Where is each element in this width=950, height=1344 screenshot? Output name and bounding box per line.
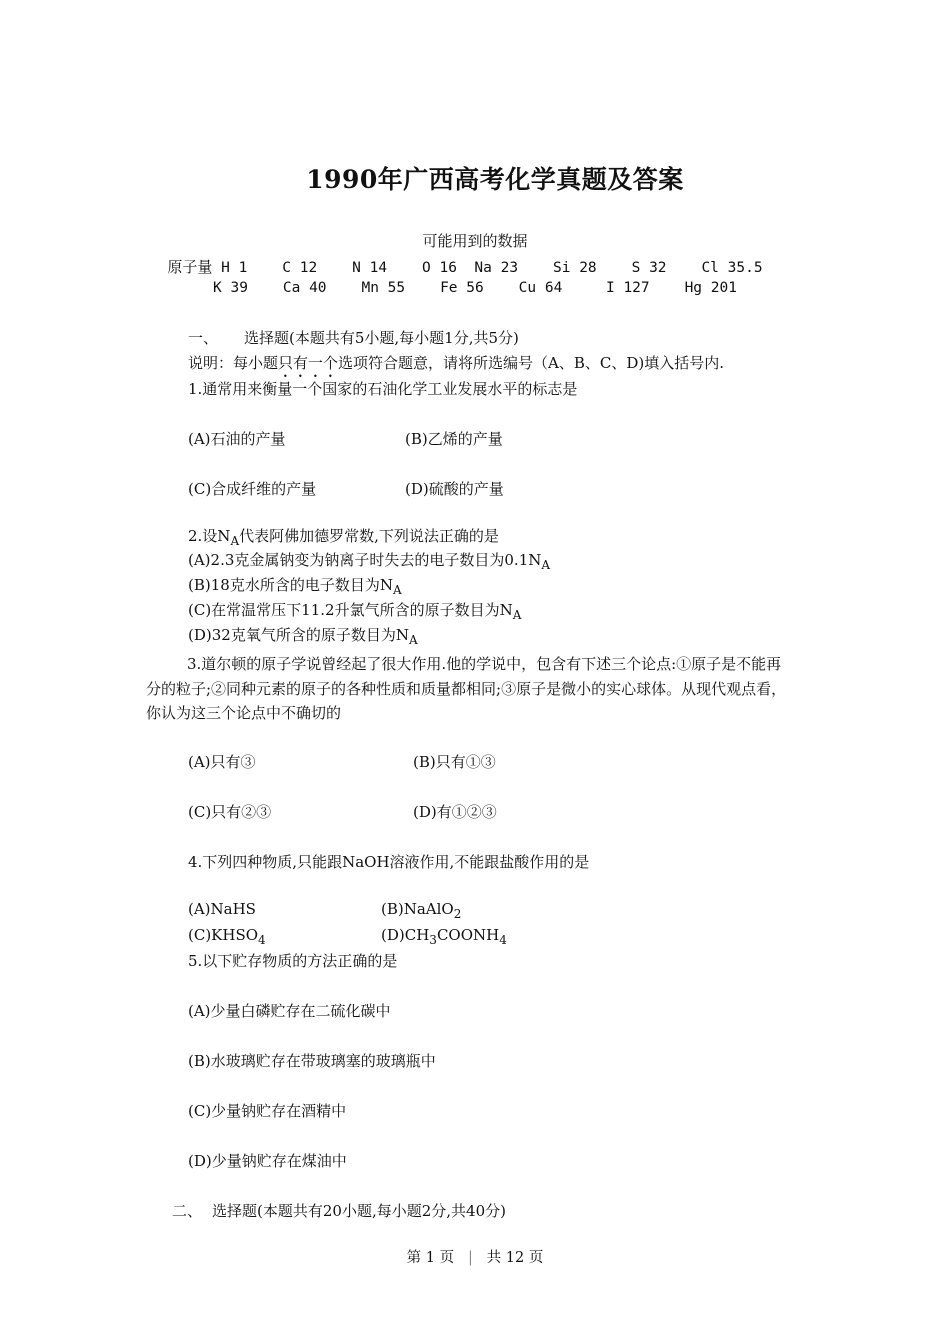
page-number: 1 (425, 1250, 435, 1266)
q1-option-c: (C)合成纤维的产量 (188, 480, 317, 498)
q4-option-c: $(C)KHSO_4$ (188, 926, 266, 947)
q1-option-d: (D)硫酸的产量 (405, 480, 504, 498)
section2-heading: 选择题(本题共有20小题,每小题2分,共40分) (212, 1202, 506, 1220)
q1-option-b: (B)乙烯的产量 (405, 430, 503, 448)
mass-mn: Mn 55 (361, 280, 406, 296)
mass-h: H 1 (221, 260, 248, 276)
q5-option-b: (B)水玻璃贮存在带玻璃塞的玻璃瓶中 (188, 1052, 436, 1070)
section1-note: 说明：每小题只有一个选项符合题意，请将所选编号（A、B、C、D)填入括号内. (188, 354, 725, 372)
section2-number: 二、 (172, 1202, 203, 1220)
mass-na: Na 23 (474, 260, 519, 276)
q1-option-a: (A)石油的产量 (188, 430, 286, 448)
section1-number: 一、 (188, 329, 219, 347)
atomic-mass-label: 原子量 (167, 258, 213, 276)
q2-option-c: (C)在常温常压下11.2升氯气所含的原子数目为$N_A$ (188, 601, 522, 622)
q3-stem: 3.道尔顿的原子学说曾经起了很大作用.他的学说中，包含有下述三个论点:①原子是不能再分的粒子;②同种元素的原子的各种性质和质量都相同;③原子是微小的实心球体。从现代观点看，你认为这三个论点中不确切的 (146, 655, 787, 722)
mass-cl: Cl 35.5 (701, 260, 763, 276)
q3-option-c: (C)只有②③ (188, 803, 272, 821)
mass-o: O 16 (422, 260, 457, 276)
mass-fe: Fe 56 (440, 280, 484, 296)
page-footer: 第 1 页 | 共 12 页 (406, 1250, 544, 1266)
q5-option-c: (C)少量钠贮存在酒精中 (188, 1102, 347, 1120)
q1-stem: 1.通常用来衡量一个国家的石油化学工业发展水平的标志是 (188, 380, 578, 398)
page-title: 1990年广西高考化学真题及答案 (306, 165, 684, 194)
emphasis-only-one: 只有一个 (278, 354, 339, 372)
atomic-mass-line-1 (0, 256, 940, 277)
q2-option-b: (B)18克水所含的电子数目为$N_A$ (188, 576, 402, 597)
mass-s: S 32 (631, 260, 667, 276)
atomic-mass-line-2 (0, 280, 950, 296)
q3-option-b: (B)只有①③ (413, 753, 496, 771)
q5-stem: 5.以下贮存物质的方法正确的是 (188, 952, 398, 970)
footer-separator: | (467, 1250, 473, 1266)
mass-hg: Hg 201 (684, 280, 737, 296)
mass-ca: Ca 40 (282, 280, 327, 296)
q2-option-d: (D)32克氧气所含的原子数目为$N_A$ (188, 626, 418, 647)
mass-n: N 14 (352, 260, 388, 276)
mass-i: I 127 (605, 280, 650, 296)
q5-option-a: (A)少量白磷贮存在二硫化碳中 (188, 1002, 391, 1020)
q4-option-d: $(D)CH_3COONH_4$ (381, 926, 507, 947)
data-header: 可能用到的数据 (422, 232, 528, 250)
mass-si: Si 28 (553, 260, 597, 276)
q4-option-b: (B)NaAlO$_2$ (381, 900, 462, 921)
q4-stem: 4.下列四种物质,只能跟NaOH溶液作用,不能跟盐酸作用的是 (188, 853, 590, 871)
mass-c: C 12 (282, 260, 318, 276)
mass-cu: Cu 64 (518, 280, 563, 296)
mass-k: K 39 (213, 280, 248, 296)
q3-option-a: (A)只有③ (188, 753, 256, 771)
q4-option-a: (A)NaHS (188, 900, 256, 918)
section1-heading: 选择题(本题共有5小题,每小题1分,共5分) (244, 329, 519, 347)
q3-option-d: (D)有①②③ (413, 803, 497, 821)
q5-option-d: (D)少量钠贮存在煤油中 (188, 1152, 347, 1170)
q2-option-a: (A)2.3克金属钠变为钠离子时失去的电子数目为$0.1N_A$ (188, 551, 551, 572)
total-pages: 12 (505, 1250, 525, 1266)
q2-stem: 2.设$N_A$代表阿佛加德罗常数,下列说法正确的是 (188, 527, 499, 548)
